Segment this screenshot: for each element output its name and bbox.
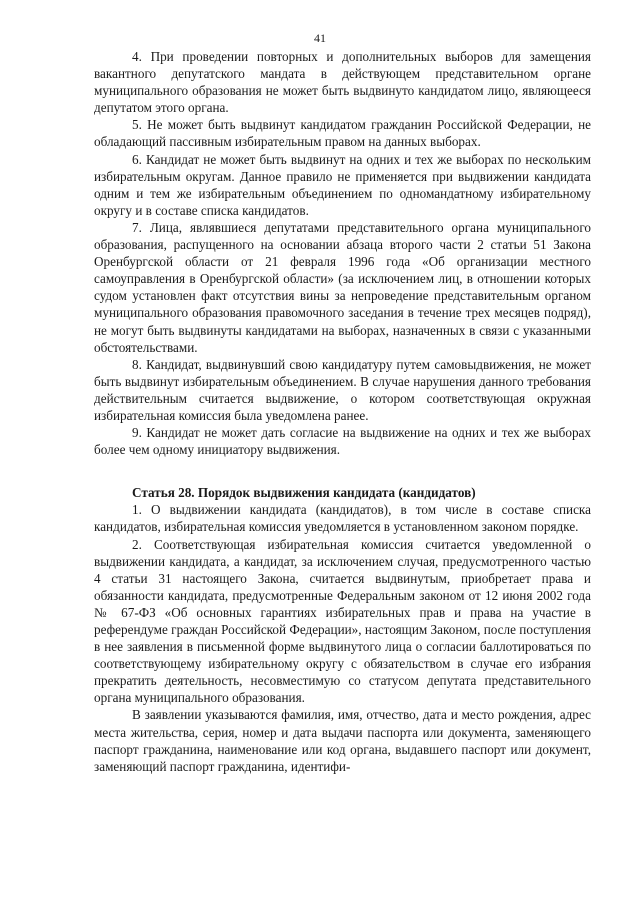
- paragraph-4: 4. При проведении повторных и дополнительных выборов для замещения вакантного депутатского мандата в действующем представительном органе муниципального образования не может быть выдвинуто кандидатом лицо, являющееся депутатом этого органа.: [94, 49, 591, 116]
- article-paragraph-application: В заявлении указываются фамилия, имя, отчество, дата и место рождения, адрес места жительства, серия, номер и дата выдачи паспорта или документа, заменяющего паспорт гражданина, наименование или код органа, выдавшего паспорт или документ, заменяющий паспорт гражданина, идентифи-: [94, 707, 591, 774]
- article-heading: Статья 28. Порядок выдвижения кандидата (кандидатов): [132, 485, 476, 501]
- document-body: [94, 48, 591, 775]
- paragraph-9: 9. Кандидат не может дать согласие на выдвижение на одних и тех же выборах более чем одному инициатору выдвижения.: [94, 425, 591, 458]
- paragraph-7: 7. Лица, являвшиеся депутатами представительного органа муниципального образования, распущенного на основании абзаца второго части 2 статьи 51 Закона Оренбургской области от 21 февраля 1996 года «Об организации местного самоуправления в Оренбургской области» (за исключением лиц, в отношении которых судом установлен факт отсутствия вины за непроведение представительным органом муниципального образования правомочного заседания в течение трех месяцев подряд), не могут быть выдвинуты кандидатами на выборах, назначенных в связи с указанными обстоятельствами.: [94, 219, 591, 355]
- paragraph-8: 8. Кандидат, выдвинувший свою кандидатуру путем самовыдвижения, не может быть выдвинут избирательным объединением. В случае нарушения данного требования действительным считается выдвижение, о котором соответствующая окружная избирательная комиссия была уведомлена ранее.: [94, 356, 591, 423]
- page-number: 41: [314, 31, 326, 45]
- paragraph-6: 6. Кандидат не может быть выдвинут на одних и тех же выборах по нескольким избирательным округам. Данное правило не применяется при выдвижении кандидата одним и тем же избирательным объединением по одномандатному избирательному округу и в составе списка кандидатов.: [94, 151, 591, 218]
- paragraph-5: 5. Не может быть выдвинут кандидатом гражданин Российской Федерации, не обладающий пассивным избирательным правом на данных выборах.: [94, 117, 591, 150]
- article-paragraph-1: 1. О выдвижении кандидата (кандидатов), в том числе в составе списка кандидатов, избирательная комиссия уведомляется в установленном законом порядке.: [94, 502, 591, 535]
- article-paragraph-2: 2. Соответствующая избирательная комиссия считается уведомленной о выдвижении кандидата, а кандидат, за исключением случая, предусмотренного частью 4 статьи 31 настоящего Закона, считается выдвинутым, приобретает права и обязанности кандидата, предусмотренные Федеральным законом от 12 июня 2002 года № 67-ФЗ «Об основных гарантиях избирательных прав и права на участие в референдуме граждан Российской Федерации», настоящим Законом, после поступления в нее заявления в письменной форме выдвинутого лица о согласии баллотироваться по соответствующему избирательному округу с обязательством в случае его избрания прекратить деятельность, несовместимую со статусом депутата представительного органа муниципального образования.: [94, 536, 591, 706]
